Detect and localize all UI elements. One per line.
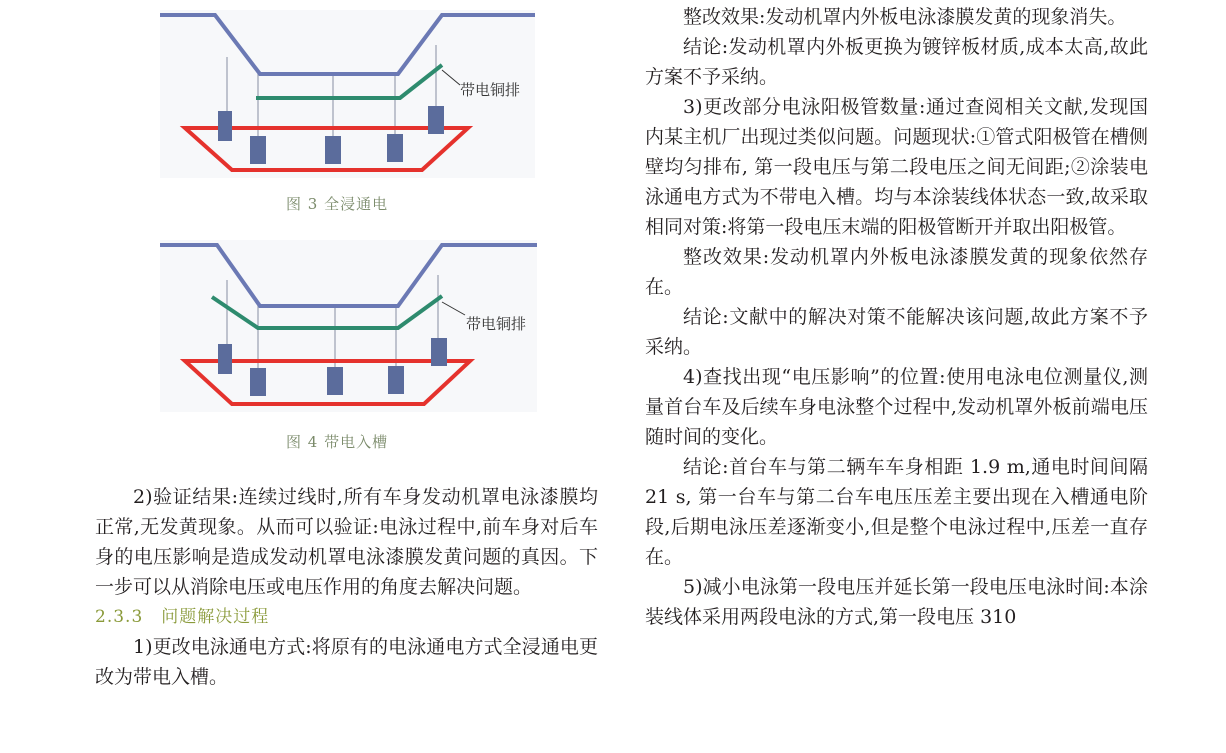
figure-3 xyxy=(160,10,535,178)
label-leader xyxy=(442,70,460,85)
paragraph: 3)更改部分电泳阳极管数量:通过查阅相关文献,发现国内某主机厂出现过类似问题。问题现状:①管式阳极管在槽侧壁均匀排布, 第一段电压与第二段电压之间无间距;②涂装电泳通电方式为不带电入槽。均与本涂装线体状态一致,故采取相同对策:将第一段电压末端的阳极管断开并取出阳极管。 xyxy=(645,96,1148,238)
copper-bar-label: 带电铜排 xyxy=(460,82,521,99)
full-immersion-diagram xyxy=(160,10,535,178)
copper-bar-label: 带电铜排 xyxy=(466,316,527,333)
paragraph: 2)验证结果:连续过线时,所有车身发动机罩电泳漆膜均正常,无发黄现象。从而可以验证:电泳过程中,前车身对后车身的电压影响是造成发动机罩电泳漆膜发黄问题的真因。下一步可以从消除电压或电压作用的角度去解决问题。 xyxy=(95,486,598,598)
paragraph: 4)查找出现“电压影响”的位置:使用电泳电位测量仪,测量首台车及后续车身电泳整个过程中,发动机罩外板前端电压随时间的变化。 xyxy=(645,366,1148,448)
label-leader xyxy=(442,302,465,315)
anode-blocks xyxy=(218,338,447,396)
figure-4 xyxy=(160,240,537,412)
paragraph: 结论:发动机罩内外板更换为镀锌板材质,成本太高,故此方案不予采纳。 xyxy=(645,36,1148,88)
conveyor-line xyxy=(160,245,537,306)
section-title: 问题解决过程 xyxy=(161,607,270,627)
paragraph: 结论:首台车与第二辆车车身相距 1.9 m,通电时间间隔 21 s, 第一台车与第二台车电压压差主要出现在入槽通电阶段,后期电泳压差逐渐变小,但是整个电泳过程中,压差一直存在。 xyxy=(645,456,1148,568)
paragraph: 结论:文献中的解决对策不能解决该问题,故此方案不予采纳。 xyxy=(645,306,1148,358)
copper-bar xyxy=(212,296,442,328)
paragraph: 整改效果:发动机罩内外板电泳漆膜发黄的现象消失。 xyxy=(683,6,1127,28)
figure-4-caption: 图 4 带电入槽 xyxy=(286,433,389,451)
figure-3-caption: 图 3 全浸通电 xyxy=(286,195,389,213)
section-heading xyxy=(95,602,598,632)
right-column xyxy=(645,2,1148,632)
charged-entry-diagram xyxy=(160,240,537,412)
conveyor-line xyxy=(160,15,535,74)
paragraph: 整改效果:发动机罩内外板电泳漆膜发黄的现象依然存在。 xyxy=(645,246,1148,298)
copper-bar xyxy=(256,65,442,98)
paragraph: 1)更改电泳通电方式:将原有的电泳通电方式全浸通电更改为带电入槽。 xyxy=(95,636,598,688)
anode-blocks xyxy=(218,106,444,164)
section-number: 2.3.3 xyxy=(95,607,144,627)
left-column xyxy=(95,482,598,692)
hanger-lines xyxy=(227,45,436,138)
paragraph: 5)减小电泳第一段电压并延长第一段电压电泳时间:本涂装线体采用两段电泳的方式,第一段电压 310 xyxy=(645,576,1148,628)
